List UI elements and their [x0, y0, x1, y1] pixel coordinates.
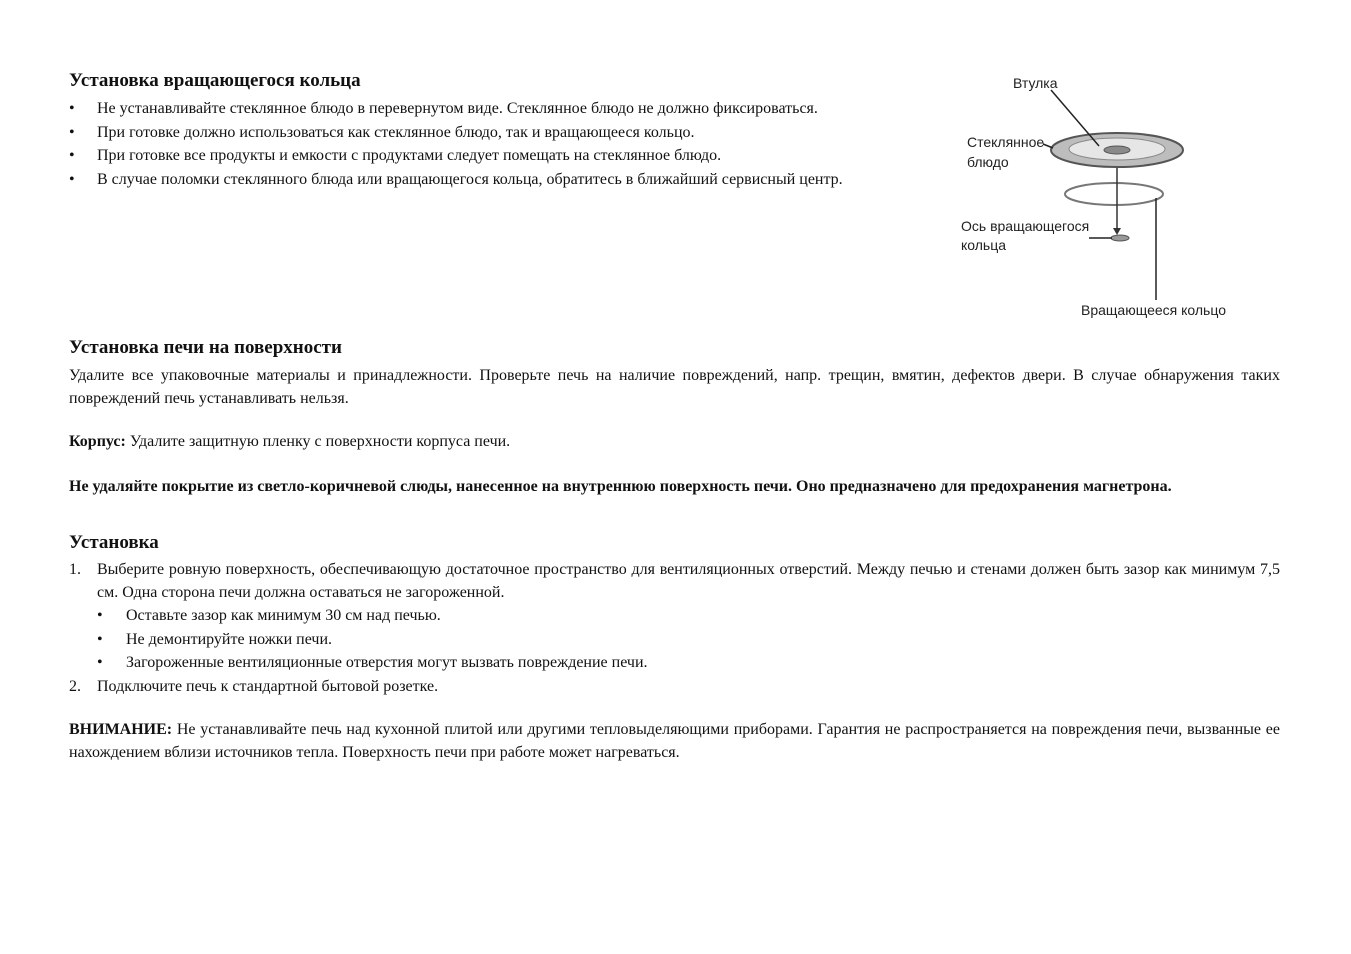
- label-axis-line2: кольца: [961, 237, 1007, 253]
- list-item: • Не устанавливайте стеклянное блюдо в перевернутом виде. Стеклянное блюдо не должно фиксироваться.: [69, 98, 891, 121]
- label-glass-line1: Стеклянное: [967, 134, 1045, 150]
- list-item: [69, 676, 1280, 699]
- list-item: • Не демонтируйте ножки печи.: [97, 629, 1280, 652]
- list-item: • В случае поломки стеклянного блюда или вращающегося кольца, обратитесь в ближайший сервисный центр.: [69, 169, 891, 192]
- list-item: • При готовке должно использоваться как стеклянное блюдо, так и вращающееся кольцо.: [69, 122, 891, 145]
- turntable-bullet-list: [69, 98, 891, 192]
- list-item: [69, 559, 1280, 675]
- installation-steps: [69, 559, 1280, 698]
- ring-shape: [1065, 183, 1163, 205]
- body-note: [69, 431, 1280, 454]
- surface-paragraph: Удалите все упаковочные материалы и принадлежности. Проверьте печь на наличие повреждений, напр. трещин, вмятин, дефектов двери. В случае обнаружения таких повреждений печь устанавливать нельзя.: [69, 367, 1280, 407]
- turntable-illustration: [957, 70, 1237, 330]
- axis-arrow: [1113, 228, 1121, 235]
- section-title-turntable-ring: Установка вращающегося кольца: [69, 70, 361, 91]
- turntable-diagram: [957, 70, 1237, 330]
- step-text: Выберите ровную поверхность, обеспечивающую достаточное пространство для вентиляционных отверстий. Между печью и стенами должен быть зазор как минимум 7,5 см. Одна сторона печи должна оставаться не загороженной.: [97, 561, 1280, 601]
- section-title-installation: Установка: [69, 532, 159, 553]
- mica-warning: Не удаляйте покрытие из светло-коричневой слюды, нанесенное на внутреннюю поверхность печи. Оно предназначено для предохранения магнетрона.: [69, 477, 1172, 495]
- hub-shape: [1104, 146, 1130, 154]
- label-hub: Втулка: [1013, 75, 1058, 91]
- section-installation: [69, 531, 1280, 764]
- section-title-surface: Установка печи на поверхности: [69, 337, 342, 358]
- step-number: 2.: [69, 677, 81, 695]
- list-item: • Оставьте зазор как минимум 30 см над печью.: [97, 605, 1280, 628]
- list-item: • При готовке все продукты и емкости с продуктами следует помещать на стеклянное блюдо.: [69, 145, 891, 168]
- list-item: • Загороженные вентиляционные отверстия могут вызвать повреждение печи.: [97, 652, 1280, 675]
- attention-label: ВНИМАНИЕ:: [69, 721, 173, 738]
- step-number: 1.: [69, 561, 81, 578]
- label-ring: Вращающееся кольцо: [1081, 302, 1226, 318]
- axis-shaft: [1111, 235, 1129, 241]
- step-text: Подключите печь к стандартной бытовой розетке.: [97, 677, 439, 695]
- body-label: Корпус:: [69, 433, 126, 450]
- step-sub-list: [97, 605, 1280, 675]
- body-text: Удалите защитную пленку с поверхности корпуса печи.: [125, 433, 511, 450]
- label-axis-line1: Ось вращающегося: [961, 218, 1090, 234]
- section-surface: [69, 336, 1280, 498]
- attention-text: Не устанавливайте печь над кухонной плитой или другими тепловыделяющими приборами. Гарантия не распространяется на повреждения печи, вызванные ее нахождением вблизи источников тепла. Поверхность печи при работе может нагреваться.: [69, 721, 1280, 761]
- attention-note: [69, 719, 1280, 764]
- label-glass-line2: блюдо: [967, 154, 1009, 170]
